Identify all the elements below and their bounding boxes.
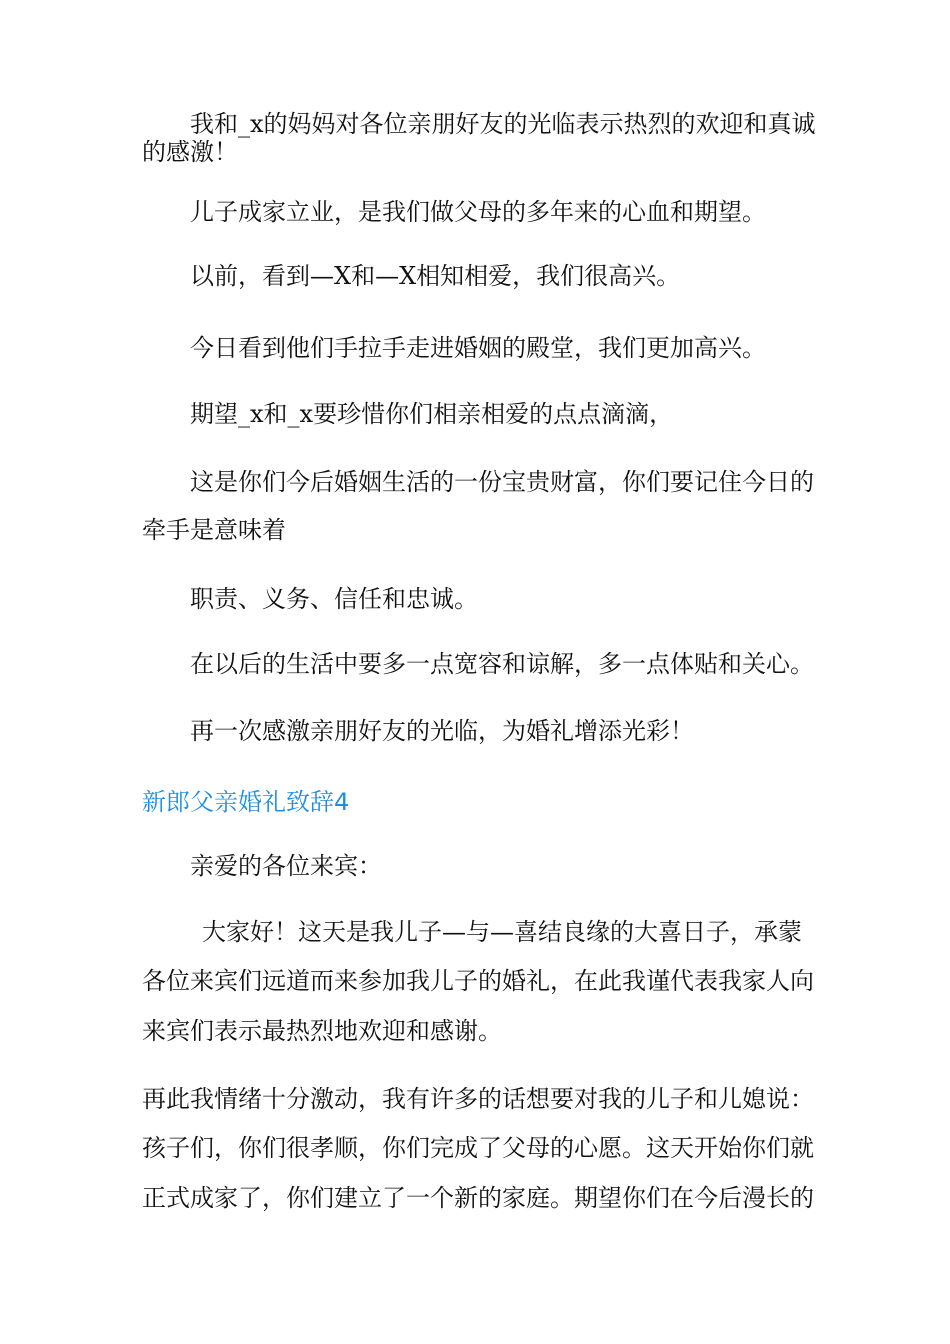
paragraph-line: 再此我情绪十分激动，我有许多的话想要对我的儿子和儿媳说： <box>142 1085 814 1113</box>
paragraph-line: 我和_x的妈妈对各位亲朋好友的光临表示热烈的欢迎和真诚 <box>190 110 816 138</box>
paragraph-line: 的感激！ <box>142 138 238 166</box>
paragraph-line: 正式成家了，你们建立了一个新的家庭。期望你们在今后漫长的 <box>142 1184 814 1212</box>
paragraph-line: 来宾们表示最热烈地欢迎和感谢。 <box>142 1017 502 1045</box>
paragraph-line: 在以后的生活中要多一点宽容和谅解，多一点体贴和关心。 <box>190 650 814 678</box>
paragraph-line: 期望_x和_x要珍惜你们相亲相爱的点点滴滴， <box>190 400 674 428</box>
section-heading: 新郎父亲婚礼致辞4 <box>142 788 350 816</box>
paragraph-line: 孩子们，你们很孝顺，你们完成了父母的心愿。这天开始你们就 <box>142 1134 814 1162</box>
paragraph-line: 牵手是意味着 <box>142 516 286 544</box>
paragraph-line: 这是你们今后婚姻生活的一份宝贵财富，你们要记住今日的 <box>190 468 814 496</box>
paragraph-line: 儿子成家立业，是我们做父母的多年来的心血和期望。 <box>190 198 766 226</box>
paragraph-line: 以前，看到—X和—X相知相爱，我们很高兴。 <box>190 262 681 290</box>
paragraph-line: 今日看到他们手拉手走进婚姻的殿堂，我们更加高兴。 <box>190 334 766 362</box>
paragraph-line: 各位来宾们远道而来参加我儿子的婚礼，在此我谨代表我家人向 <box>142 967 814 995</box>
paragraph-line: 职责、义务、信任和忠诚。 <box>190 585 478 613</box>
paragraph-line: 再一次感激亲朋好友的光临，为婚礼增添光彩！ <box>190 717 694 745</box>
paragraph-line: 大家好！这天是我儿子—与—喜结良缘的大喜日子，承蒙 <box>202 918 802 946</box>
paragraph-line: 亲爱的各位来宾： <box>190 852 382 880</box>
